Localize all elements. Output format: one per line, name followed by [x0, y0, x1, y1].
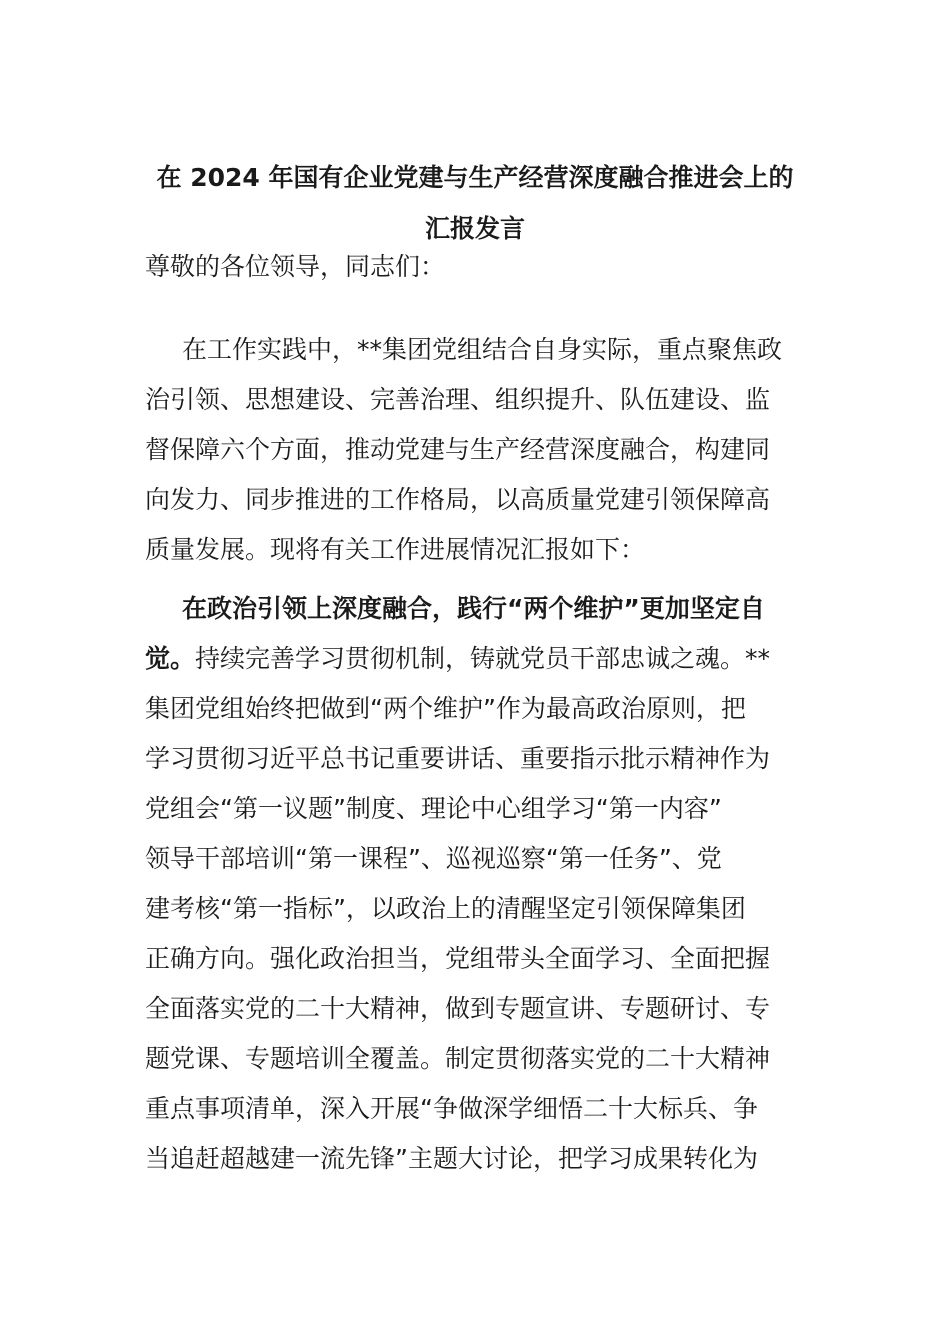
salutation: 尊敬的各位领导，同志们：: [145, 252, 446, 281]
paragraph-line: 当追赶超越建一流先锋”主题大讨论，把学习成果转化为: [145, 1144, 758, 1173]
paragraph-line: 题党课、专题培训全覆盖。制定贯彻落实党的二十大精神: [145, 1044, 771, 1073]
paragraph-line-text: 持续完善学习贯彻机制，铸就党员干部忠诚之魂。**: [195, 644, 771, 673]
document-title-line-1: 在 2024 年国有企业党建与生产经营深度融合推进会上的: [156, 163, 794, 192]
paragraph-line: 治引领、思想建设、完善治理、组织提升、队伍建设、监: [145, 385, 771, 414]
section-heading-line: 在政治引领上深度融合，践行“两个维护”更加坚定自: [182, 594, 765, 623]
paragraph-line: 质量发展。现将有关工作进展情况汇报如下：: [145, 535, 646, 564]
paragraph-line: 向发力、同步推进的工作格局，以高质量党建引领保障高: [145, 485, 771, 514]
paragraph-intro: [145, 325, 809, 575]
paragraph-line: 学习贯彻习近平总书记重要讲话、重要指示批示精神作为: [145, 744, 771, 773]
paragraph-line: 重点事项清单，深入开展“争做深学细悟二十大标兵、争: [145, 1094, 758, 1123]
paragraph-line: 建考核“第一指标”，以政治上的清醒坚定引领保障集团: [145, 894, 746, 923]
paragraph-political-guidance: [145, 584, 809, 1184]
paragraph-line: 集团党组始终把做到“两个维护”作为最高政治原则，把: [145, 694, 746, 723]
paragraph-line: [145, 634, 809, 684]
section-heading-end: 觉。: [145, 644, 196, 673]
paragraph-line: 全面落实党的二十大精神，做到专题宣讲、专题研讨、专: [145, 994, 771, 1023]
paragraph-line: 在工作实践中，**集团党组结合自身实际，重点聚焦政: [182, 335, 783, 364]
paragraph-line: 正确方向。强化政治担当，党组带头全面学习、全面把握: [145, 944, 771, 973]
paragraph-line: 领导干部培训“第一课程”、巡视巡察“第一任务”、党: [145, 844, 722, 873]
paragraph-line: 督保障六个方面，推动党建与生产经营深度融合，构建同: [145, 435, 771, 464]
paragraph-line: 党组会“第一议题”制度、理论中心组学习“第一内容”: [145, 794, 722, 823]
document-title-line-2: 汇报发言: [424, 214, 525, 243]
